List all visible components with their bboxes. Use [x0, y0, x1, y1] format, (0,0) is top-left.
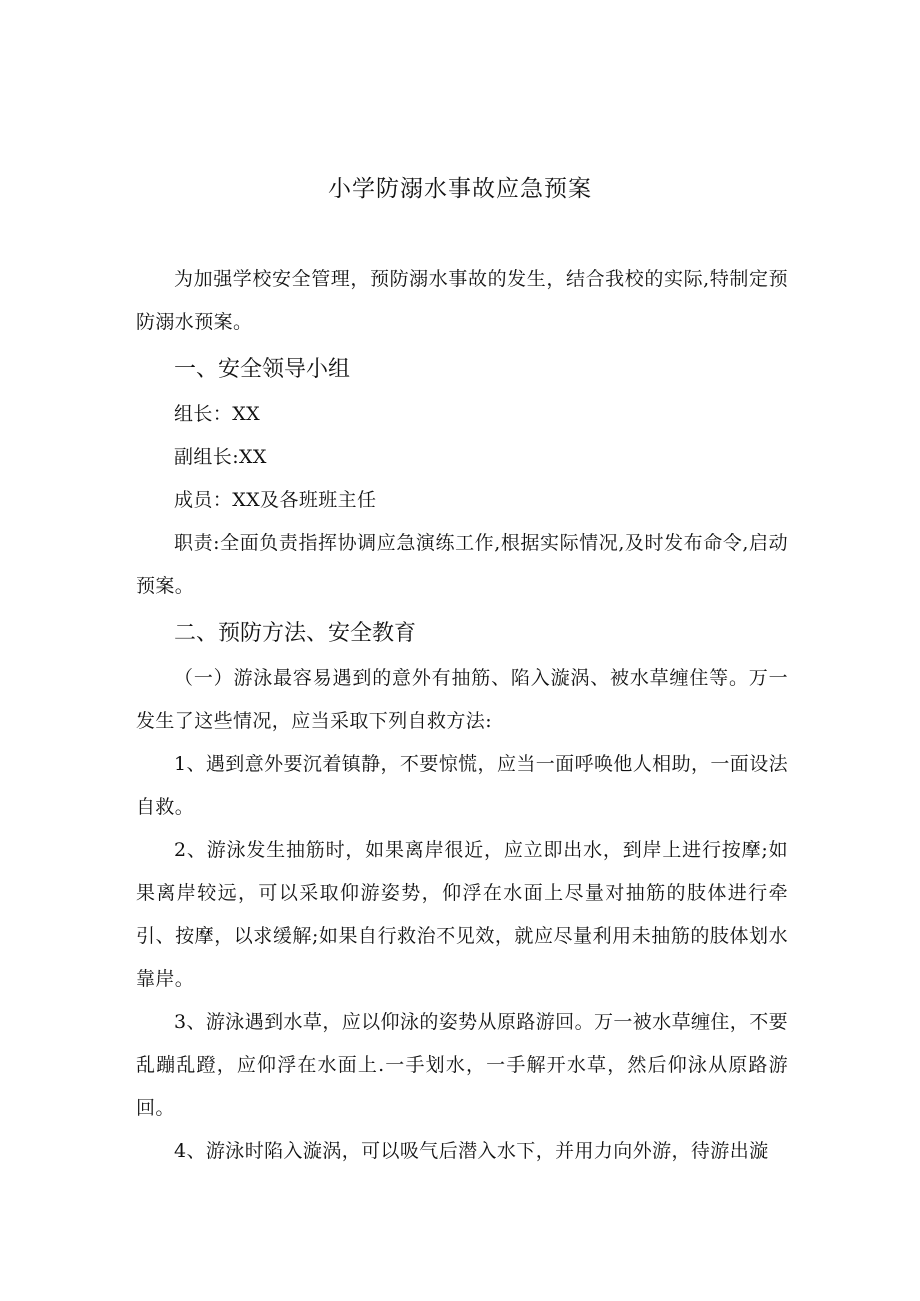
- prevention-paragraph-3: 2、游泳发生抽筋时，如果离岸很近，应立即出水，到岸上进行按摩;如果离岸较远，可以采取仰游姿势，仰浮在水面上尽量对抽筋的肢体进行牵引、按摩，以求缓解;如果自行救治不见效，就应尽量利用未抽筋的肢体划水靠岸。: [136, 839, 788, 990]
- document-title: 小学防溺水事故应急预案: [328, 176, 592, 202]
- duty-paragraph: 职责:全面负责指挥协调应急演练工作,根据实际情况,及时发布命令,启动预案。: [136, 532, 788, 597]
- prevention-paragraph-4: 3、游泳遇到水草，应以仰泳的姿势从原路游回。万一被水草缠住，不要乱蹦乱蹬，应仰浮在水面上.一手划水，一手解开水草，然后仰泳从原路游回。: [136, 1011, 788, 1119]
- prevention-paragraph-2: 1、遇到意外要沉着镇静，不要惊慌，应当一面呼唤他人相助，一面设法自救。: [136, 753, 788, 818]
- prevention-paragraph-5: 4、游泳时陷入漩涡，可以吸气后潜入水下，并用力向外游，待游出漩: [174, 1140, 769, 1162]
- deputy-leader-line: 副组长:XX: [174, 446, 267, 468]
- section-heading-prevention: 二、预防方法、安全教育: [174, 621, 417, 646]
- prevention-paragraph-1: （一）游泳最容易遇到的意外有抽筋、陷入漩涡、被水草缠住等。万一发生了这些情况，应当采取下列自救方法:: [136, 667, 788, 732]
- document-body: [136, 258, 788, 1173]
- section-heading-leadership: 一、安全领导小组: [174, 357, 351, 382]
- members-line: 成员：XX及各班班主任: [174, 489, 377, 511]
- intro-paragraph: 为加强学校安全管理，预防溺水事故的发生，结合我校的实际,特制定预防溺水预案。: [136, 268, 788, 333]
- leader-line: 组长：XX: [174, 403, 261, 425]
